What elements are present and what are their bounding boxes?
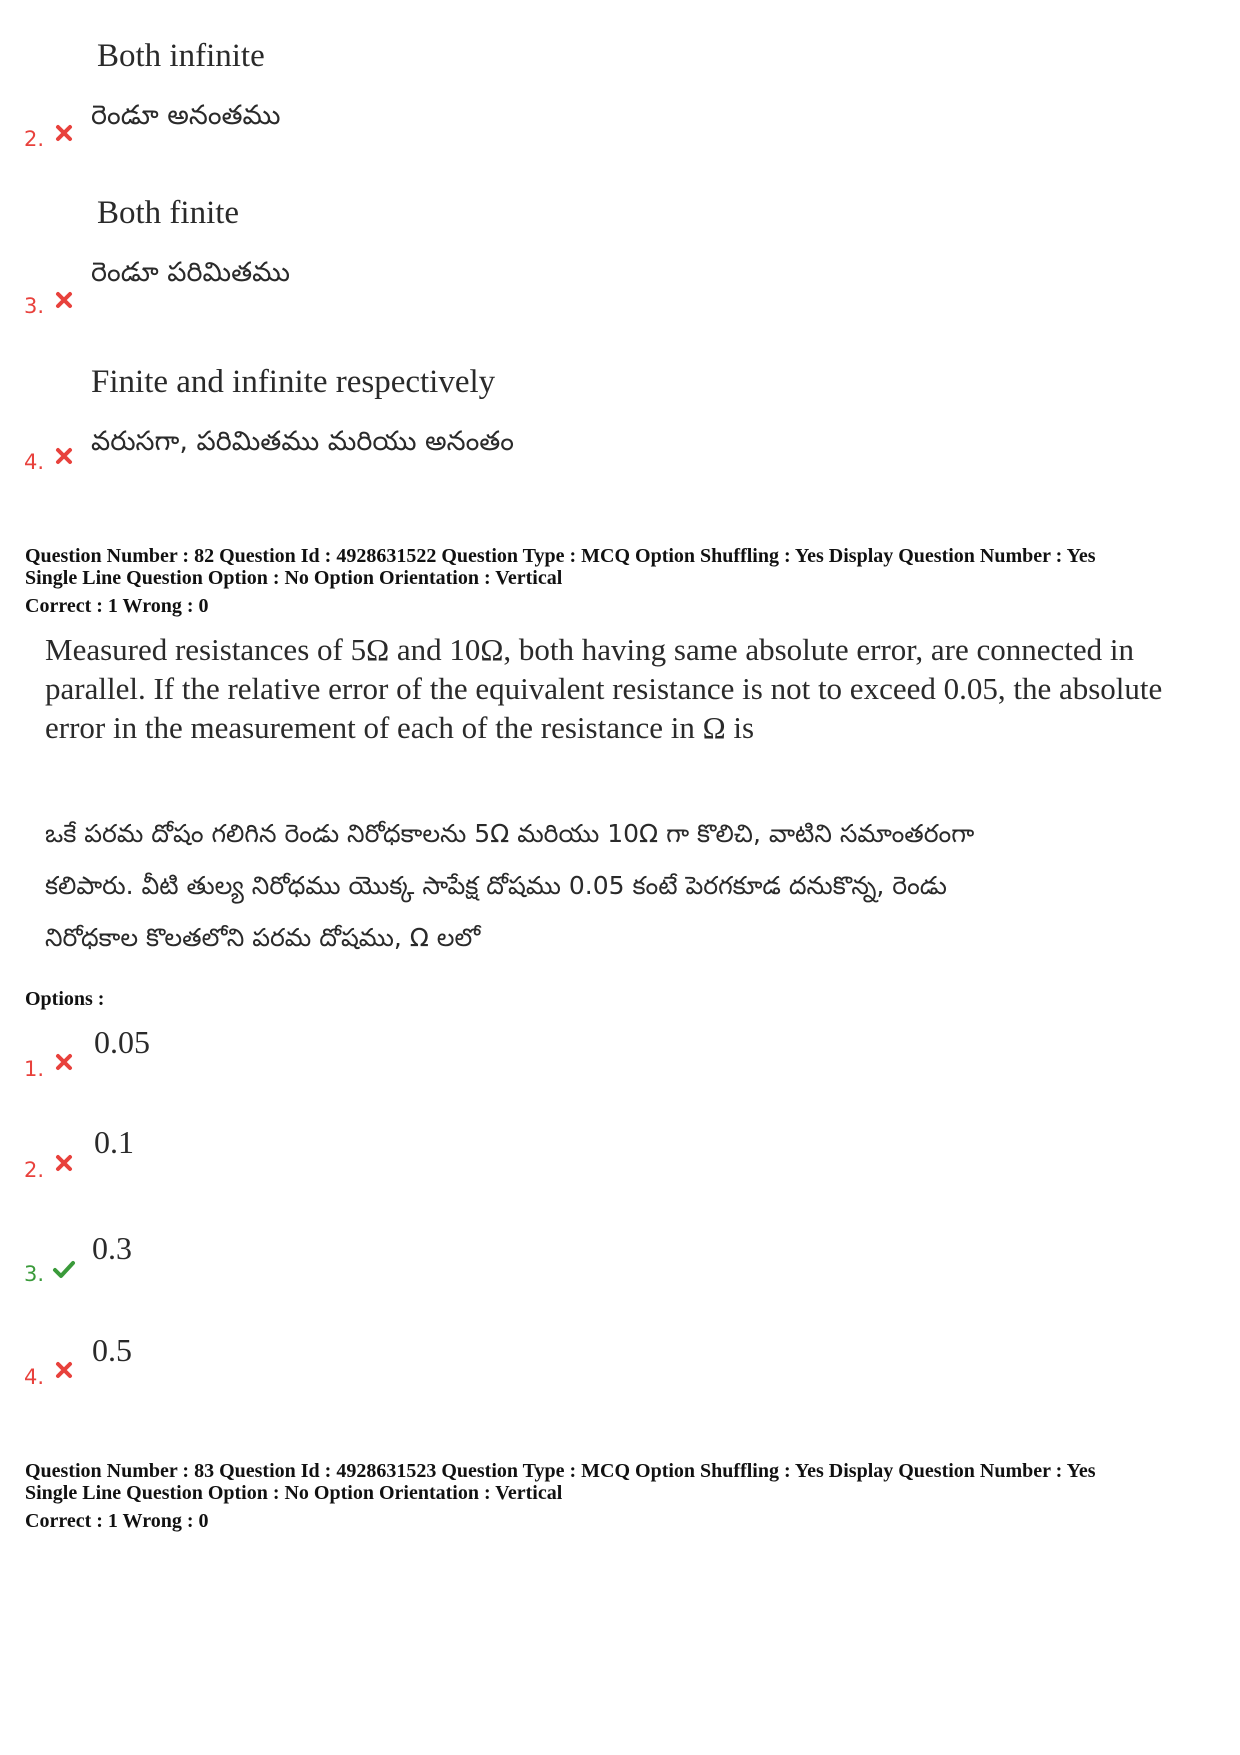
question-telugu-text — [45, 808, 1185, 964]
option-value: 0.05 — [94, 1024, 150, 1060]
check-mark-icon — [52, 1259, 76, 1279]
question-marks: Correct : 1 Wrong : 0 — [25, 595, 209, 617]
option-number: 2. — [24, 127, 45, 151]
option-english-text: Finite and infinite respectively — [91, 364, 496, 400]
cross-mark-icon — [54, 446, 74, 466]
options-label: Options : — [25, 988, 105, 1010]
cross-mark-icon — [54, 123, 74, 143]
question-meta-line1: Question Number : 82 Question Id : 4928631522 Question Type : MCQ Option Shuffling : Yes Display Question Number : Yes — [25, 545, 1096, 567]
question-telugu-line: ఒకే పరమ దోషం గలిగిన రెండు నిరోధకాలను 5Ω మరియు 10Ω గా కొలిచి, వాటిని సమాంతరంగా — [45, 819, 975, 848]
question-telugu-line: కలిపారు. వీటి తుల్య నిరోధము యొక్క సాపేక్ష దోషము 0.05 కంటే పెరగకూడ దనుకొన్న, రెండు — [45, 871, 947, 900]
question-telugu-line: నిరోధకాల కొలతలోని పరమ దోషము, Ω లలో — [45, 923, 481, 952]
option-value: 0.1 — [94, 1124, 134, 1160]
question-meta-line2: Single Line Question Option : No Option Orientation : Vertical — [25, 567, 563, 589]
option-english-text: Both infinite — [97, 38, 265, 74]
option-number: 1. — [24, 1057, 45, 1081]
option-telugu-text: రెండూ పరిమితము — [91, 257, 290, 288]
question-english-line: parallel. If the relative error of the equivalent resistance is not to exceed 0.05, the absolute — [45, 671, 1163, 706]
cross-mark-icon — [54, 1153, 74, 1173]
question-english-line: Measured resistances of 5Ω and 10Ω, both having same absolute error, are connected in — [45, 632, 1134, 667]
option-telugu-text: వరుసగా, పరిమితము మరియు అనంతం — [91, 426, 514, 457]
question-meta-line2: Single Line Question Option : No Option Orientation : Vertical — [25, 1482, 563, 1504]
cross-mark-icon — [54, 1052, 74, 1072]
option-number: 4. — [24, 450, 45, 474]
option-english-text: Both finite — [97, 195, 240, 231]
cross-mark-icon — [54, 290, 74, 310]
option-number: 3. — [24, 294, 45, 318]
option-number: 2. — [24, 1158, 45, 1182]
option-value: 0.5 — [92, 1332, 132, 1368]
question-english-text — [45, 630, 1185, 747]
option-number: 4. — [24, 1365, 45, 1389]
question-english-line: error in the measurement of each of the resistance in Ω is — [45, 710, 755, 745]
question-marks: Correct : 1 Wrong : 0 — [25, 1510, 209, 1532]
cross-mark-icon — [54, 1360, 74, 1380]
option-number: 3. — [24, 1262, 45, 1286]
question-meta-line1: Question Number : 83 Question Id : 4928631523 Question Type : MCQ Option Shuffling : Yes Display Question Number : Yes — [25, 1460, 1096, 1482]
option-value: 0.3 — [92, 1230, 132, 1266]
option-telugu-text: రెండూ అనంతము — [91, 100, 281, 131]
